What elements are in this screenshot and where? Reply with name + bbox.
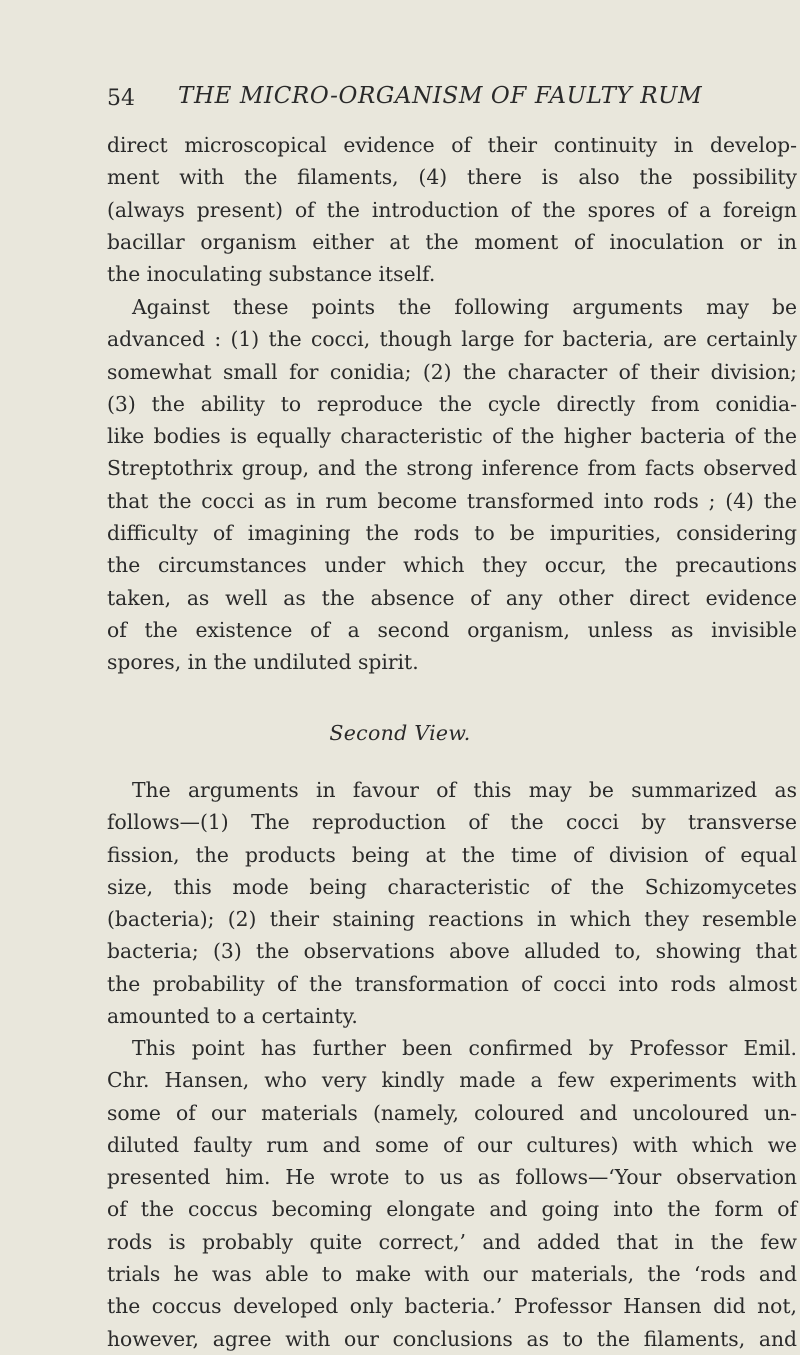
paragraph-4 (107, 1032, 797, 1355)
text-line: somewhat small for conidia; (2) the character of their division; (107, 359, 797, 384)
text-line: advanced : (1) the cocci, though large for bacteria, are certainly (107, 327, 797, 352)
text-line: Streptothrix group, and the strong inference from facts observed (107, 456, 797, 481)
text-line: of the existence of a second organism, unless as invisible (107, 617, 797, 642)
text-line: ment with the filaments, (4) there is also the possibility (107, 165, 797, 190)
text-line: follows—(1) The reproduction of the cocci by transverse (107, 810, 797, 835)
text-line: The arguments in favour of this may be summarized as (132, 778, 797, 802)
text-line: the coccus developed only bacteria.’ Professor Hansen did not, (107, 1294, 797, 1319)
paragraph-1 (107, 129, 797, 290)
text-line: bacteria; (3) the observations above alluded to, showing that (107, 939, 797, 964)
text-line: (3) the ability to reproduce the cycle directly from conidia- (107, 391, 797, 416)
text-line: Chr. Hansen, who very kindly made a few experiments with (107, 1068, 797, 1093)
text-line: (always present) of the introduction of the spores of a foreign (107, 197, 797, 222)
text-line: spores, in the undiluted spirit. (107, 650, 419, 675)
text-line: This point has further been confirmed by Professor Emil. (132, 1036, 797, 1060)
text-line: diluted faulty rum and some of our cultures) with which we (107, 1132, 797, 1157)
text-line: taken, as well as the absence of any other direct evidence (107, 585, 797, 610)
text-line: of the coccus becoming elongate and going into the form of (107, 1197, 797, 1222)
page-header (0, 83, 800, 123)
text-line: fission, the products being at the time of division of equal (107, 842, 797, 867)
text-line: (bacteria); (2) their staining reactions in which they resemble (107, 907, 797, 932)
text-line: the inoculating substance itself. (107, 262, 436, 287)
text-line: amounted to a certainty. (107, 1004, 358, 1029)
paragraph-3 (107, 774, 797, 1032)
text-line: presented him. He wrote to us as follows—‘Your observation (107, 1165, 797, 1190)
running-title: THE MICRO-ORGANISM OF FAULTY RUM (178, 83, 703, 109)
text-line: size, this mode being characteristic of the Schizomycetes (107, 874, 797, 899)
text-line: however, agree with our conclusions as to the filaments, and (107, 1326, 797, 1351)
section-heading: Second View. (329, 721, 471, 745)
text-line: the probability of the transformation of cocci into rods almost (107, 971, 797, 996)
text-line: bacillar organism either at the moment of inoculation or in (107, 229, 797, 254)
page-number: 54 (107, 86, 135, 111)
text-line: rods is probably quite correct,’ and added that in the few (107, 1229, 797, 1254)
paragraph-2 (107, 291, 797, 679)
text-line: the circumstances under which they occur, the precautions (107, 553, 797, 578)
text-line: like bodies is equally characteristic of the higher bacteria of the (107, 424, 797, 449)
text-line: that the cocci as in rum become transformed into rods ; (4) the (107, 488, 797, 513)
text-line: Against these points the following arguments may be (132, 295, 797, 319)
text-line: trials he was able to make with our materials, the ‘rods and (107, 1262, 797, 1287)
text-line: direct microscopical evidence of their continuity in develop- (107, 133, 797, 157)
text-line: some of our materials (namely, coloured and uncoloured un- (107, 1100, 797, 1125)
text-line: difficulty of imagining the rods to be impurities, considering (107, 521, 797, 546)
